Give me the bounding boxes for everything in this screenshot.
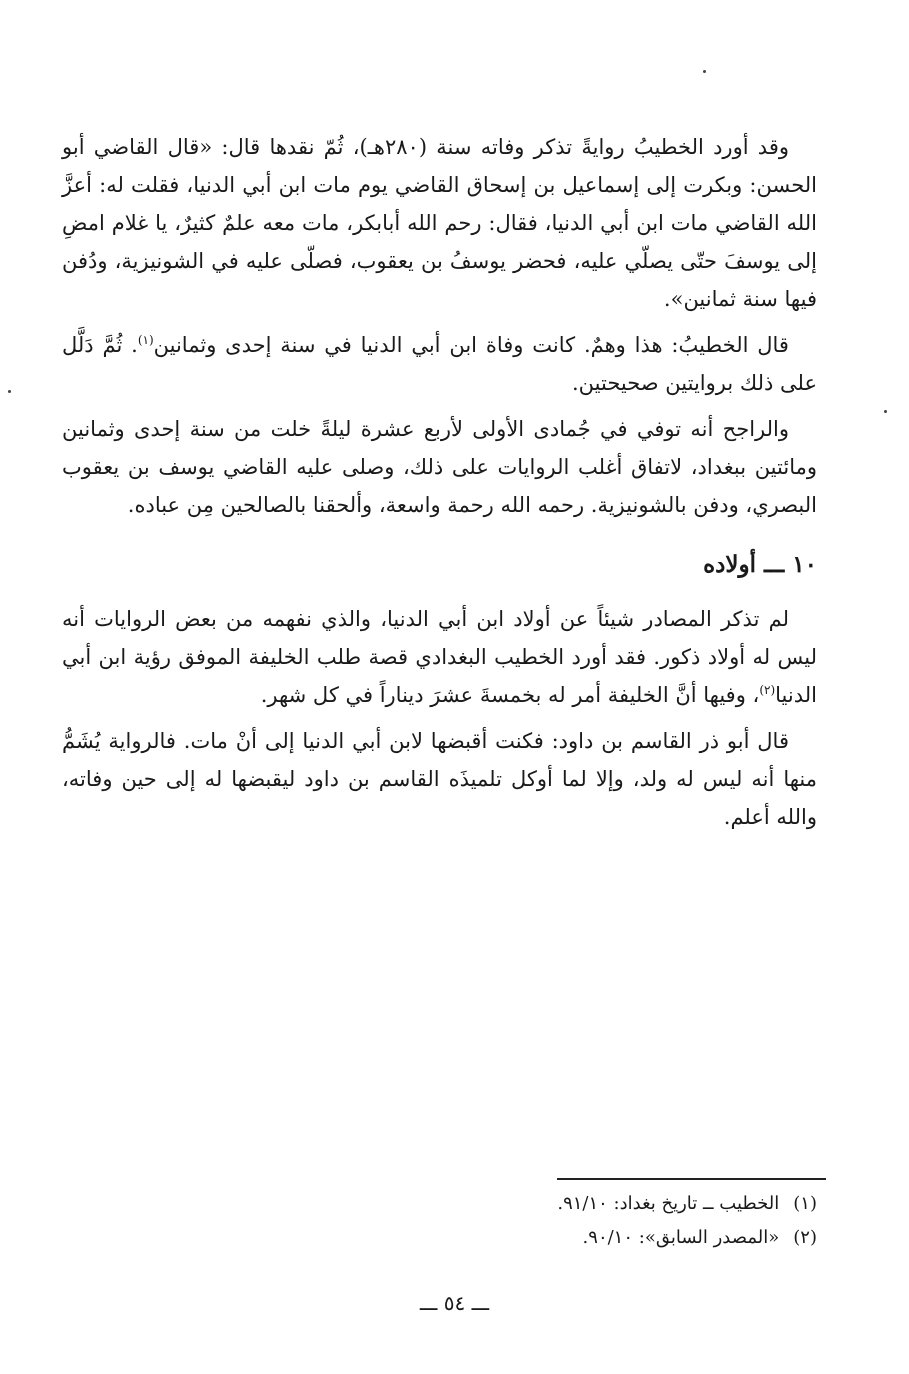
footnote-2-text: «المصدر السابق»: ٩٠/١٠.	[582, 1227, 780, 1248]
footnote-1	[62, 1187, 817, 1221]
paragraph-children-text: لم تذكر المصادر شيئاً عن أولاد ابن أبي الدنيا، والذي نفهمه من بعض الروايات أنه ليس له أولاد ذكور. فقد أورد الخطيب البغدادي قصة طلب الخليفة الموفق رؤية ابن أبي الدنيا	[62, 607, 818, 707]
paragraph-abu-dhar: قال أبو ذر القاسم بن داود: فكنت أقبضها لابن أبي الدنيا إلى أنْ مات. فالرواية يُشَمُّ منها أنه ليس له ولد، وإلا لما أوكل تلميذَه القاسم بن داود ليقبضها له إلى حين وفاته، والله أعلم.	[62, 729, 817, 829]
paragraph-khatib-critique-tail: . ثُمَّ دَلَّل على ذلك بروايتين صحيحتين.	[62, 333, 817, 395]
footnote-2-number: (٢)	[793, 1227, 817, 1248]
paragraph-khatib-critique	[62, 326, 817, 402]
footnotes	[62, 1187, 817, 1255]
scan-speck	[8, 390, 11, 393]
section-dash: ـــ	[764, 551, 785, 578]
footnote-divider	[557, 1178, 826, 1180]
footnote-ref-1: (١)	[137, 333, 154, 347]
paragraph-preferred-date: والراجح أنه توفي في جُمادى الأولى لأربع عشرة ليلةً خلت من سنة إحدى وثمانين ومائتين ببغداد، لاتفاق أغلب الروايات على ذلك، وصلى عليه القاضي يوسف بن يعقوب البصري، ودفن بالشونيزية. رحمه الله رحمة واسعة، وألحقنا بالصالحين مِن عباده.	[62, 417, 817, 517]
footnote-1-number: (١)	[793, 1193, 817, 1214]
page-number: ـــ ٥٤ ـــ	[419, 1291, 490, 1315]
footnote-1-text: الخطيب ــ تاريخ بغداد: ٩١/١٠.	[557, 1193, 780, 1214]
section-number: ١٠	[792, 551, 817, 578]
paragraph-children	[62, 600, 817, 714]
section-heading	[62, 546, 817, 584]
paragraph-death-narration: وقد أورد الخطيبُ روايةً تذكر وفاته سنة (٢٨٠هـ)، ثُمّ نقدها قال: «قال القاضي أبو الحسن: وبكرت إلى إسماعيل بن إسحاق القاضي يوم مات ابن أبي الدنيا، فقلت له: أعزَّ الله القاضي مات ابن أبي الدنيا، فقال: رحم الله أبابكر، مات معه علمٌ كثيرٌ، يا غلام امضِ إلى يوسفَ حتّى يصلّي عليه، فحضر يوسفُ بن يعقوب، فصلّى عليه في الشونيزية، ودُفن فيها سنة ثمانين».	[62, 135, 817, 311]
footnote-ref-2: (٢)	[759, 683, 776, 697]
paragraph-children-tail: ، وفيها أنَّ الخليفة أمر له بخمسةَ عشرَ ديناراً في كل شهر.	[260, 683, 760, 707]
scan-speck	[703, 70, 706, 73]
main-text	[62, 128, 817, 844]
section-title: أولاده	[703, 551, 757, 578]
paragraph-khatib-critique-text: قال الخطيبُ: هذا وهمٌ. كانت وفاة ابن أبي الدنيا في سنة إحدى وثمانين	[153, 333, 789, 357]
scan-speck	[884, 410, 887, 413]
footnote-2	[62, 1221, 817, 1255]
